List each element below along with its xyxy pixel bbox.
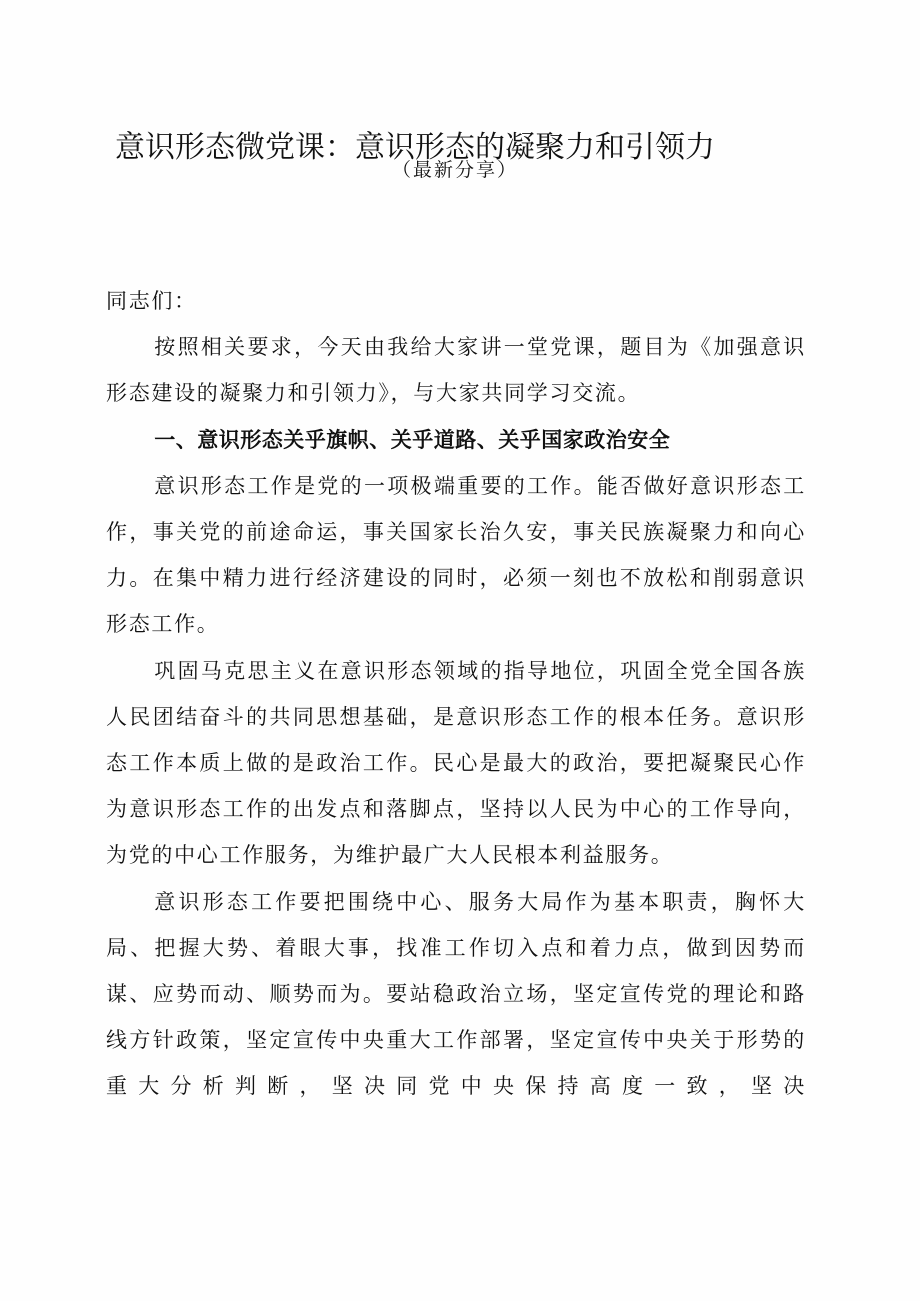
document-title: 意识形态微党课：意识形态的凝聚力和引领力 bbox=[115, 130, 715, 165]
paragraph-1: 意识形态工作是党的一项极端重要的工作。能否做好意识形态工作，事关党的前途命运，事关国家长治久安，事关民族凝聚力和向心力。在集中精力进行经济建设的同时，必须一刻也不放松和削弱意识形态工作。 bbox=[106, 473, 806, 637]
paragraph-2: 巩固马克思主义在意识形态领域的指导地位，巩固全党全国各族人民团结奋斗的共同思想基础，是意识形态工作的根本任务。意识形态工作本质上做的是政治工作。民心是最大的政治，要把凝聚民心作为意识形态工作的出发点和落脚点，坚持以人民为中心的工作导向，为党的中心工作服务，为维护最广大人民根本利益服务。 bbox=[106, 658, 806, 868]
section-heading-1: 一、意识形态关乎旗帜、关乎道路、关乎国家政治安全 bbox=[154, 427, 671, 452]
salutation: 同志们： bbox=[106, 289, 197, 313]
document-subtitle: （最新分享） bbox=[391, 159, 518, 181]
paragraph-intro: 按照相关要求，今天由我给大家讲一堂党课，题目为《加强意识形态建设的凝聚力和引领力》，与大家共同学习交流。 bbox=[106, 335, 806, 406]
paragraph-3: 意识形态工作要把围绕中心、服务大局作为基本职责，胸怀大局、把握大势、着眼大事，找准工作切入点和着力点，做到因势而谋、应势而动、顺势而为。要站稳政治立场，坚定宣传党的理论和路线方针政策，坚定宣传中央重大工作部署，坚定宣传中央关于形势的重大分析判断，坚决同党中央保持高度一致，坚决 bbox=[106, 889, 806, 1099]
document-body bbox=[106, 278, 806, 1110]
